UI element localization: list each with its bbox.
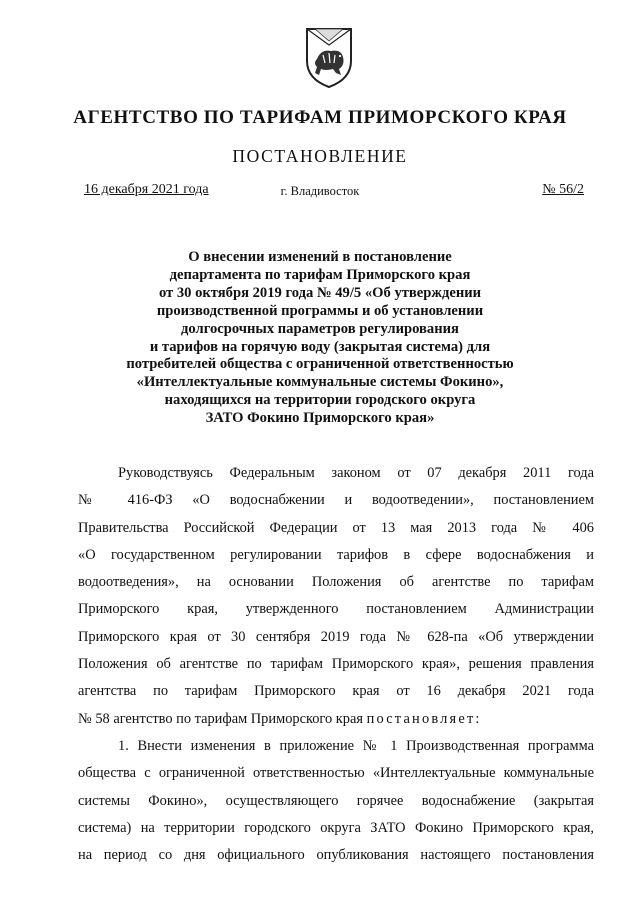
title-line: О внесении изменений в постановление (188, 249, 452, 265)
body-line: водоотведения», на основании Положения об агентстве по тарифам (78, 574, 594, 591)
paragraph-item-1 (78, 733, 594, 869)
title-line: ЗАТО Фокино Приморского края» (205, 410, 435, 427)
document-body (78, 460, 594, 869)
body-line: «О государственном регулировании тарифов в сфере водоснабжения и (78, 546, 594, 563)
title-line: департамента по тарифам Приморского края (169, 266, 471, 283)
body-line-text: № 58 агентство по тарифам Приморского края (78, 710, 367, 727)
body-line: 1. Внести изменения в приложение № 1 Производственная программа (118, 737, 594, 754)
title-line: и тарифов на горячую воду (закрытая система) для (149, 338, 491, 355)
body-line: агентства по тарифам Приморского края от 16 декабря 2021 года (78, 683, 594, 700)
body-line (78, 706, 594, 733)
title-line: от 30 октября 2019 года № 49/5 «Об утверждении (158, 284, 482, 301)
body-line: на период со дня официального опубликования настоящего постановления (78, 847, 594, 864)
document-number: № 56/2 (542, 182, 584, 197)
document-type: ПОСТАНОВЛЕНИЕ (232, 146, 408, 166)
title-line: находящихся на территории городского округа (164, 392, 476, 409)
body-line: № 416-ФЗ «О водоснабжении и водоотведении», постановлением (78, 492, 594, 509)
body-line: Приморского края, утвержденного постановлением Администрации (78, 601, 594, 618)
title-line: производственной программы и об установлении (156, 302, 484, 319)
title-line: «Интеллектуальные коммунальные системы Фокино», (136, 374, 504, 391)
body-line: Руководствуясь Федеральным законом от 07 декабря 2011 года (118, 465, 594, 481)
agency-name: АГЕНТСТВО ПО ТАРИФАМ ПРИМОРСКОГО КРАЯ (73, 107, 567, 128)
resolves-word: постановляет: (366, 710, 482, 727)
title-line: потребителей общества с ограниченной ответственностью (126, 356, 514, 373)
body-line: система) на территории городского округа ЗАТО Фокино Приморского края, (78, 819, 594, 836)
title-line: долгосрочных параметров регулирования (181, 320, 459, 337)
paragraph-preamble (78, 460, 594, 733)
body-line: Правительства Российской Федерации от 13 мая 2013 года № 406 (78, 519, 594, 536)
body-line: Положения об агентстве по тарифам Приморского края», решения правления (78, 656, 594, 673)
body-line: общества с ограниченной ответственностью «Интеллектуальные коммунальные (78, 765, 594, 782)
body-line: Приморского края от 30 сентября 2019 года № 628-па «Об утверждении (78, 628, 594, 645)
body-line: системы Фокино», осуществляющего горячее водоснабжение (закрытая (78, 792, 594, 809)
document-date: 16 декабря 2021 года (84, 182, 209, 197)
document-title (90, 249, 550, 428)
coat-of-arms-icon (303, 25, 355, 89)
document-city: г. Владивосток (280, 184, 360, 198)
